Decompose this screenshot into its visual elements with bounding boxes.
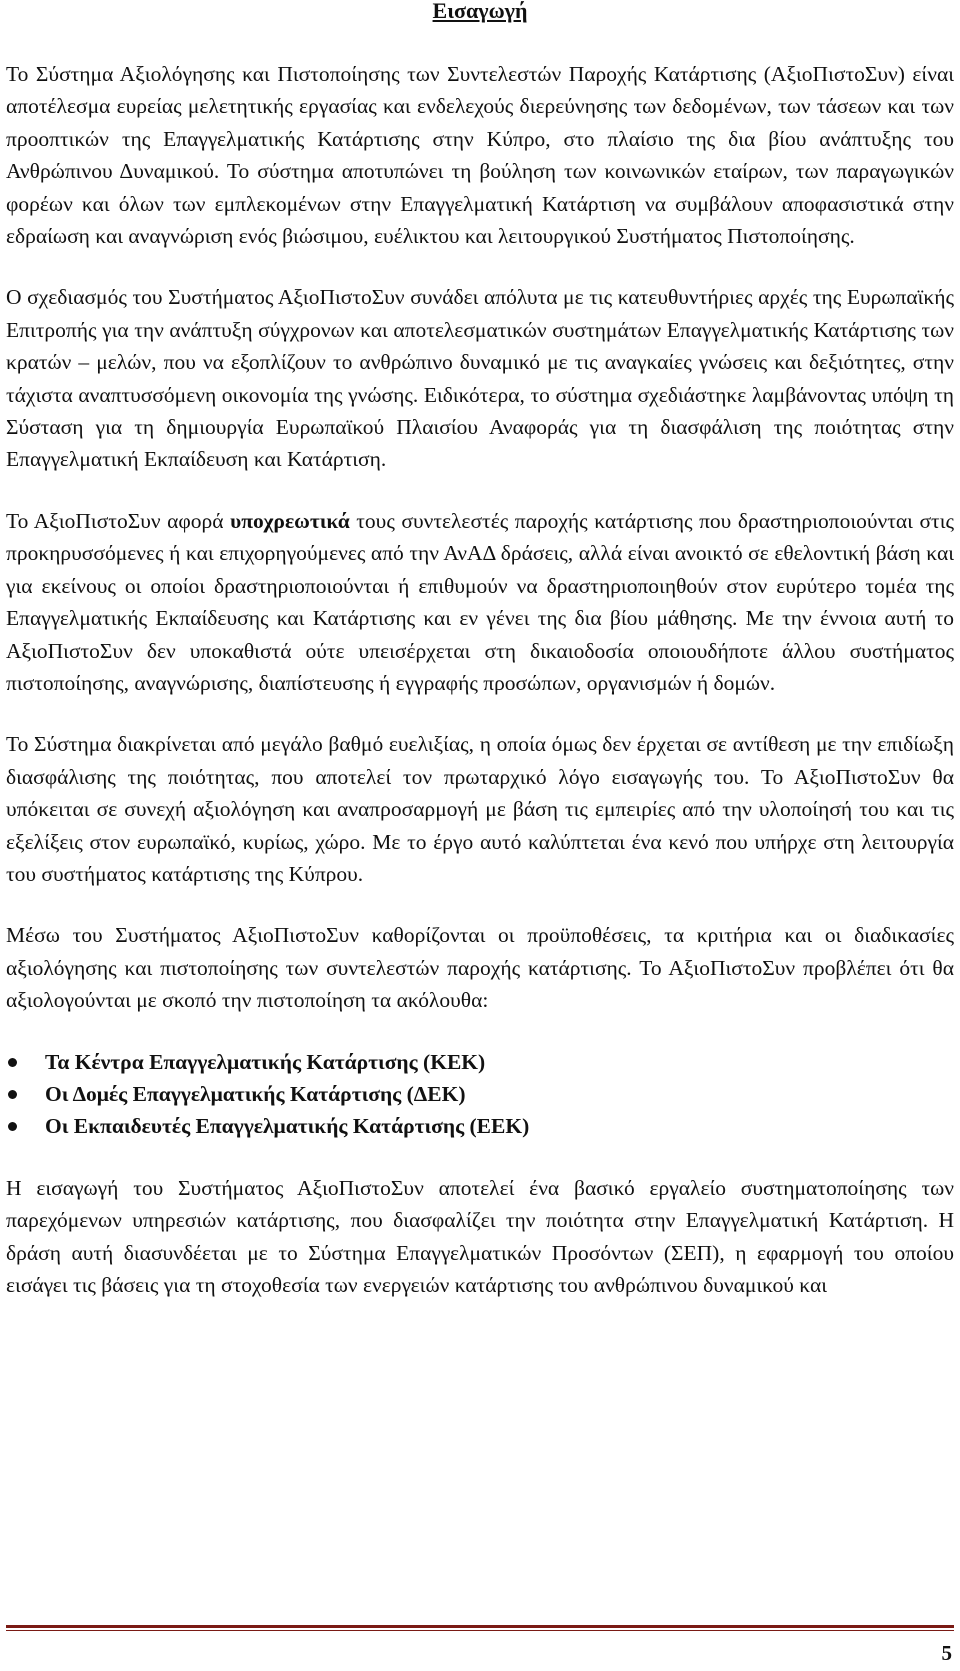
paragraph-scope-end: τους συντελεστές παροχής κατάρτισης που δραστηριοποιούνται στις προκηρυσσόμενες ή και επιχορηγούμενες από την ΑνΑΔ δράσεις, αλλά είναι ανοικτό σε εθελοντική βάση και για εκείνους οι οποίοι δραστηριοποιούνται ή επιθυμούν να δραστηριοποιηθούν στον ευρύτερο τομέα της Επαγγελματικής Εκπαίδευσης και Κατάρτισης και εν γένει της δια βίου μάθησης. Με την έννοια αυτή το ΑξιοΠιστοΣυν δεν υποκαθιστά ούτε υπεισέρχεται στη δικαιοδοσία οποιουδήποτε άλλου συστήματος πιστοποίησης, αναγνώρισης, διαπίστευσης ή εγγραφής προσώπων, οργανισμών ή δομών. [6, 508, 954, 695]
bullet-icon [8, 1122, 17, 1131]
list-item [6, 1110, 954, 1142]
page-title: Εισαγωγή [432, 0, 528, 23]
paragraph-scope [6, 505, 954, 699]
bullet-icon [8, 1058, 17, 1067]
list-item-text: Οι Εκπαιδευτές Επαγγελματικής Κατάρτισης (ΕΕΚ) [45, 1114, 530, 1139]
paragraph-design: Ο σχεδιασμός του Συστήματος ΑξιοΠιστοΣυν συνάδει απόλυτα με τις κατευθυντήριες αρχές της Ευρωπαϊκής Επιτροπής για την ανάπτυξη σύγχρονων και αποτελεσματικών συστημάτων Επαγγελματικής Κατάρτισης των κρατών – μελών, που να εξοπλίζουν το ανθρώπινο δυναμικό με τις αναγκαίες γνώσεις και δεξιότητες, στην τάχιστα αναπτυσσόμενη οικονομία της γνώσης. Ειδικότερα, το σύστημα σχεδιάστηκε λαμβάνοντας υπόψη τη Σύσταση για τη δημιουργία Ευρωπαϊκού Πλαισίου Αναφοράς για τη διασφάλιση της ποιότητας στην Επαγγελματική Εκπαίδευση και Κατάρτιση. [6, 285, 954, 472]
paragraph-conclusion: Η εισαγωγή του Συστήματος ΑξιοΠιστοΣυν αποτελεί ένα βασικό εργαλείο συστηματοποίησης των παρεχόμενων υπηρεσιών κατάρτισης, που διασφαλίζει την ποιότητα στην Επαγγελματική Κατάρτιση. Η δράση αυτή διασυνδέεται με το Σύστημα Επαγγελματικών Προσόντων (ΣΕΠ), η εφαρμογή του οποίου εισάγει τις βάσεις για τη στοχοθεσία των ενεργειών κατάρτισης του ανθρώπινου δυναμικού και [6, 1175, 954, 1297]
paragraph-scope-start: Το ΑξιοΠιστοΣυν αφορά [6, 508, 231, 533]
bullet-icon [8, 1090, 17, 1099]
paragraph-flexibility: Το Σύστημα διακρίνεται από μεγάλο βαθμό ευελιξίας, η οποία όμως δεν έρχεται σε αντίθεση με την επιδίωξη διασφάλισης της ποιότητας, που αποτελεί τον πρωταρχικό λόγο εισαγωγής του. Το ΑξιοΠιστοΣυν θα υπόκειται σε συνεχή αξιολόγηση και αναπροσαρμογή με βάση τις εμπειρίες από την υλοποίησή του και τις εξελίξεις στον ευρωπαϊκό, κυρίως, χώρο. Με το έργο αυτό καλύπτεται ένα κενό που υπήρχε στη λειτουργία του συστήματος κατάρτισης της Κύπρου. [6, 732, 954, 886]
certification-list [6, 1046, 954, 1143]
paragraph-criteria: Μέσω του Συστήματος ΑξιοΠιστοΣυν καθορίζονται οι προϋποθέσεις, τα κριτήρια και οι διαδικασίες αξιολόγησης και πιστοποίησης των συντελεστών παροχής κατάρτισης. Το ΑξιοΠιστοΣυν προβλέπει ότι θα αξιολογούνται με σκοπό την πιστοποίηση τα ακόλουθα: [6, 923, 954, 1013]
footer-divider-thin [6, 1630, 954, 1631]
page-number: 5 [941, 1641, 952, 1665]
list-item [6, 1046, 954, 1078]
mandatory-emphasis: υποχρεωτικά [230, 508, 350, 533]
list-item-text: Τα Κέντρα Επαγγελματικής Κατάρτισης (ΚΕΚ) [45, 1049, 486, 1074]
document-page [6, 0, 954, 1301]
list-item-text: Οι Δομές Επαγγελματικής Κατάρτισης (ΔΕΚ) [45, 1081, 466, 1106]
list-item [6, 1078, 954, 1110]
footer-divider [6, 1625, 954, 1628]
paragraph-intro: Το Σύστημα Αξιολόγησης και Πιστοποίησης των Συντελεστών Παροχής Κατάρτισης (ΑξιοΠιστοΣυν) είναι αποτέλεσμα ευρείας μελετητικής εργασίας και ενδελεχούς διερεύνησης των δεδομένων, των τάσεων και των προοπτικών της Επαγγελματικής Κατάρτισης στην Κύπρο, στο πλαίσιο της δια βίου ανάπτυξης του Ανθρώπινου Δυναμικού. Το σύστημα αποτυπώνει τη βούληση των κοινωνικών εταίρων, των παραγωγικών φορέων και όλων των εμπλεκομένων στην Επαγγελματική Κατάρτιση να συμβάλουν αποφασιστικά στην εδραίωση και αναγνώριση ενός βιώσιμου, ευέλικτου και λειτουργικού Συστήματος Πιστοποίησης. [6, 62, 954, 249]
